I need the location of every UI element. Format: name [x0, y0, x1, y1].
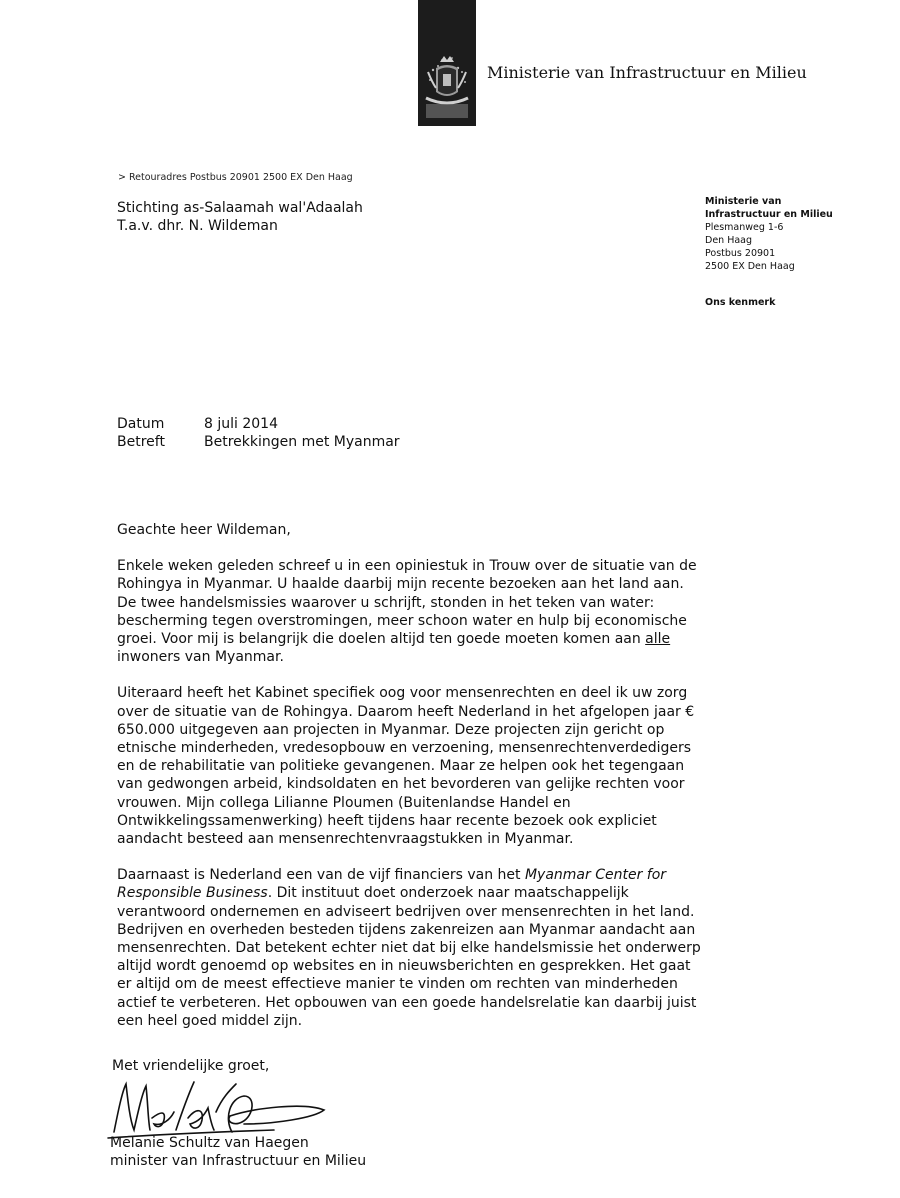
date-value: 8 juli 2014 — [204, 416, 278, 432]
signer-name: Melanie Schultz van Haegen — [110, 1135, 309, 1151]
sender-city: Den Haag — [705, 235, 753, 246]
signer-title: minister van Infrastructuur en Milieu — [110, 1153, 367, 1169]
paragraph-3 — [117, 866, 707, 1030]
paragraph-1-end: inwoners van Myanmar. — [117, 649, 284, 666]
recipient-line-2: T.a.v. dhr. N. Wildeman — [117, 218, 278, 234]
paragraph-2: Uiteraard heeft het Kabinet specifiek oog voor mensenrechten en deel ik uw zorg over de situatie van de Rohingya. Daarom heeft Nederland in het afgelopen jaar € 650.000 uitgegeven aan projecten in Myanmar. Deze projecten zijn gericht op etnische minderheden, vredesopbouw en verzoening, mensenrechtenverdedigers en de rehabilitatie van politieke gevangenen. Maar ze helpen ook het tegengaan van gedwongen arbeid, kindsoldaten en het bevorderen van gelijke rechten voor vrouwen. Mijn collega Lilianne Ploumen (Buitenlandse Handel en Ontwikkelingssamenwerking) heeft tijdens haar recente bezoek ook expliciet aandacht besteed aan mensenrechtenvraagstukken in Myanmar. — [117, 685, 695, 848]
sender-postbox: Postbus 20901 — [705, 248, 776, 259]
subject-value: Betrekkingen met Myanmar — [204, 434, 400, 450]
date-label: Datum — [117, 416, 165, 432]
subject-label: Betreft — [117, 434, 165, 450]
underlined-word: alle — [645, 631, 671, 648]
sender-street: Plesmanweg 1-6 — [705, 222, 784, 233]
paragraph-1-text: Enkele weken geleden schreef u in een opiniestuk in Trouw over de situatie van de Rohingya in Myanmar. U haalde daarbij mijn recente bezoeken aan het land aan. De twee handelsmissies waarover u schrijft, stonden in het teken van water: bescherming tegen overstromingen, meer schoon water en hulp bij economische groei. Voor mij is belangrijk die doelen altijd ten goede moeten komen aan — [117, 558, 697, 648]
ministry-header: Ministerie van Infrastructuur en Milieu — [487, 63, 807, 82]
recipient-line-1: Stichting as-Salaamah wal'Adaalah — [117, 200, 363, 216]
sender-address — [705, 195, 833, 273]
letter-meta — [117, 415, 400, 451]
sender-postal: 2500 EX Den Haag — [705, 261, 795, 272]
sender-name-line-2: Infrastructuur en Milieu — [705, 209, 833, 220]
sender-name-line-1: Ministerie van — [705, 196, 782, 207]
salutation: Geachte heer Wildeman, — [117, 522, 291, 538]
recipient-address — [117, 199, 363, 235]
letter-body — [117, 521, 707, 1048]
return-address: > Retouradres Postbus 20901 2500 EX Den Haag — [118, 172, 353, 183]
closing-greeting: Met vriendelijke groet, — [112, 1058, 270, 1074]
coat-of-arms-logo — [418, 0, 476, 126]
signer-block — [110, 1134, 366, 1170]
reference-label: Ons kenmerk — [705, 297, 776, 308]
paragraph-3-text: Daarnaast is Nederland een van de vijf financiers van het — [117, 867, 525, 884]
date-row — [117, 415, 400, 433]
paragraph-3-end: . Dit instituut doet onderzoek naar maatschappelijk verantwoord ondernemen en adviseert bedrijven over mensenrechten in het land. Bedrijven en overheden besteden tijdens zakenreizen aan Myanmar aandacht aan mensenrechten. Dat betekent echter niet dat bij elke handelsmissie het onderwerp altijd wordt genoemd op websites en in nieuwsberichten en gesprekken. Het gaat er altijd om de meest effectieve manier te vinden om rechten van minderheden actief te verbeteren. Het opbouwen van een goede handelsrelatie kan daarbij juist een heel goed middel zijn. — [117, 885, 701, 1029]
italic-institute-name: Myanmar Center for Responsible Business — [117, 867, 667, 902]
paragraph-1 — [117, 557, 707, 666]
subject-row — [117, 433, 400, 451]
